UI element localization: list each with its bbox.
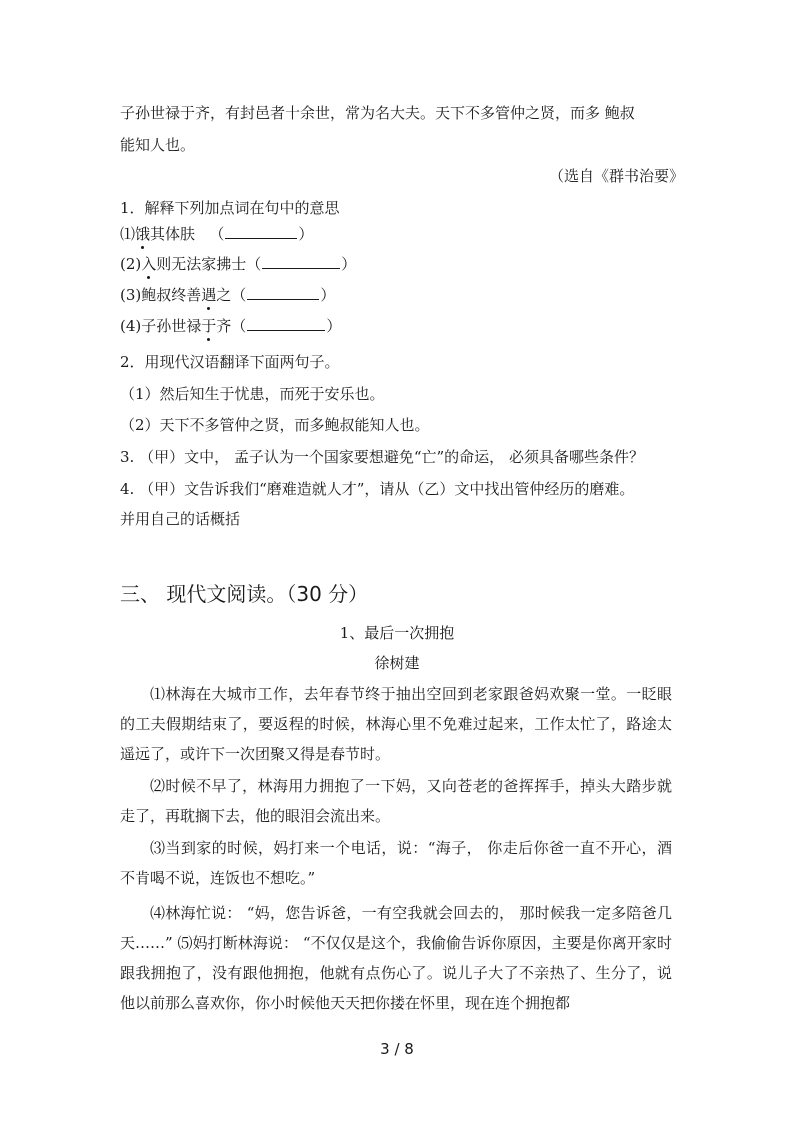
open-paren: （ (231, 317, 247, 335)
close-paren: ） (298, 225, 314, 243)
close-paren: ） (326, 317, 342, 335)
paragraph-1: ⑴林海在大城市工作，去年春节终于抽出空回到老家跟爸妈欢聚一堂。一眨眼的工夫假期结束了，要返程的时候，林海心里不免难过起来，工作太忙了，路途太遥远了，或许下一次团聚又得是春节时。 (120, 685, 672, 763)
answer-blank[interactable] (247, 317, 325, 331)
question-3: 3. （甲）文中， 孟子认为一个国家要想避免“亡”的命运， 必须具备哪些条件？ (120, 448, 644, 466)
q1-item-1 (120, 223, 313, 244)
section-heading: 三、 现代文阅读。（30 分） (120, 582, 369, 606)
item-text-after: 其体肤 (150, 225, 196, 243)
article-title: 1、最后一次拥抱 (339, 624, 455, 642)
dotted-word: 于 (201, 317, 217, 335)
answer-blank[interactable] (247, 286, 319, 300)
item-text-before: 鲍叔终善 (141, 286, 202, 304)
open-paren: （ (231, 286, 247, 304)
passage-source: （选自《群书治要》 (548, 167, 684, 185)
paragraph-4: ⑷林海忙说： “妈，您告诉爸，一有空我就会回去的， 那时候我一定多陪爸几天……” ⑸妈打断林海说： “不仅仅是这个，我偷偷告诉你原因，主要是你离开家时跟我拥抱了，没有跟他拥抱，他就有点伤心了。说儿子大了不亲热了、生分了，说他以前那么喜欢你，你小时候他天天把你搂在怀里，现在连个拥抱都 (120, 904, 672, 1012)
open-paren: （ (209, 225, 225, 243)
page-number: 3 / 8 (380, 1040, 414, 1058)
close-paren: ） (320, 286, 336, 304)
dotted-word: 饿 (135, 225, 151, 243)
question-1-stem: 1．解释下列加点词在句中的意思 (120, 199, 340, 217)
paragraph-2: ⑵时候不早了，林海用力拥抱了一下妈，又向苍老的爸挥挥手，掉头大踏步就走了，再耽搁下去，他的眼泪会流出来。 (120, 777, 672, 825)
question-2-stem: 2．用现代汉语翻译下面两句子。 (120, 353, 340, 371)
q1-item-3 (120, 284, 335, 305)
q1-item-2 (120, 253, 356, 274)
item-number: (3) (120, 286, 142, 304)
dotted-word: 遇 (201, 286, 217, 304)
question-2-sentence-2: （2）天下不多管仲之贤，而多鲍叔能知人也。 (120, 416, 430, 434)
q1-item-4 (120, 315, 341, 336)
item-text-after: 则无法家拂士 (156, 255, 247, 273)
article-author: 徐树建 (374, 654, 420, 672)
item-number: (2) (120, 255, 142, 273)
open-paren: （ (246, 255, 262, 273)
question-4-line-1: 4. （甲）文告诉我们“磨难造就人才”，请从（乙）文中找出管仲经历的磨难。 (120, 480, 635, 498)
item-number: ⑴ (120, 225, 136, 243)
passage-line-1: 子孙世禄于齐，有封邑者十余世，常为名大夫。天下不多管仲之贤，而多 鲍叔 (120, 104, 635, 122)
close-paren: ） (341, 255, 357, 273)
paragraph-3: ⑶当到家的时候，妈打来一个电话，说：“海子， 你走后你爸一直不开心，酒不肯喝不说，连饭也不想吃。” (120, 839, 672, 887)
answer-blank[interactable] (262, 255, 340, 269)
answer-blank[interactable] (225, 225, 297, 239)
dotted-word: 入 (141, 255, 157, 273)
item-text-after: 齐 (216, 317, 232, 335)
item-number: (4) (120, 317, 142, 335)
item-text-after: 之 (216, 286, 232, 304)
question-2-sentence-1: （1）然后知生于忧患，而死于安乐也。 (120, 385, 385, 403)
passage-line-2: 能知人也。 (120, 136, 196, 154)
item-text-before: 子孙世禄 (141, 317, 202, 335)
question-4-line-2: 并用自己的话概括 (120, 510, 241, 528)
